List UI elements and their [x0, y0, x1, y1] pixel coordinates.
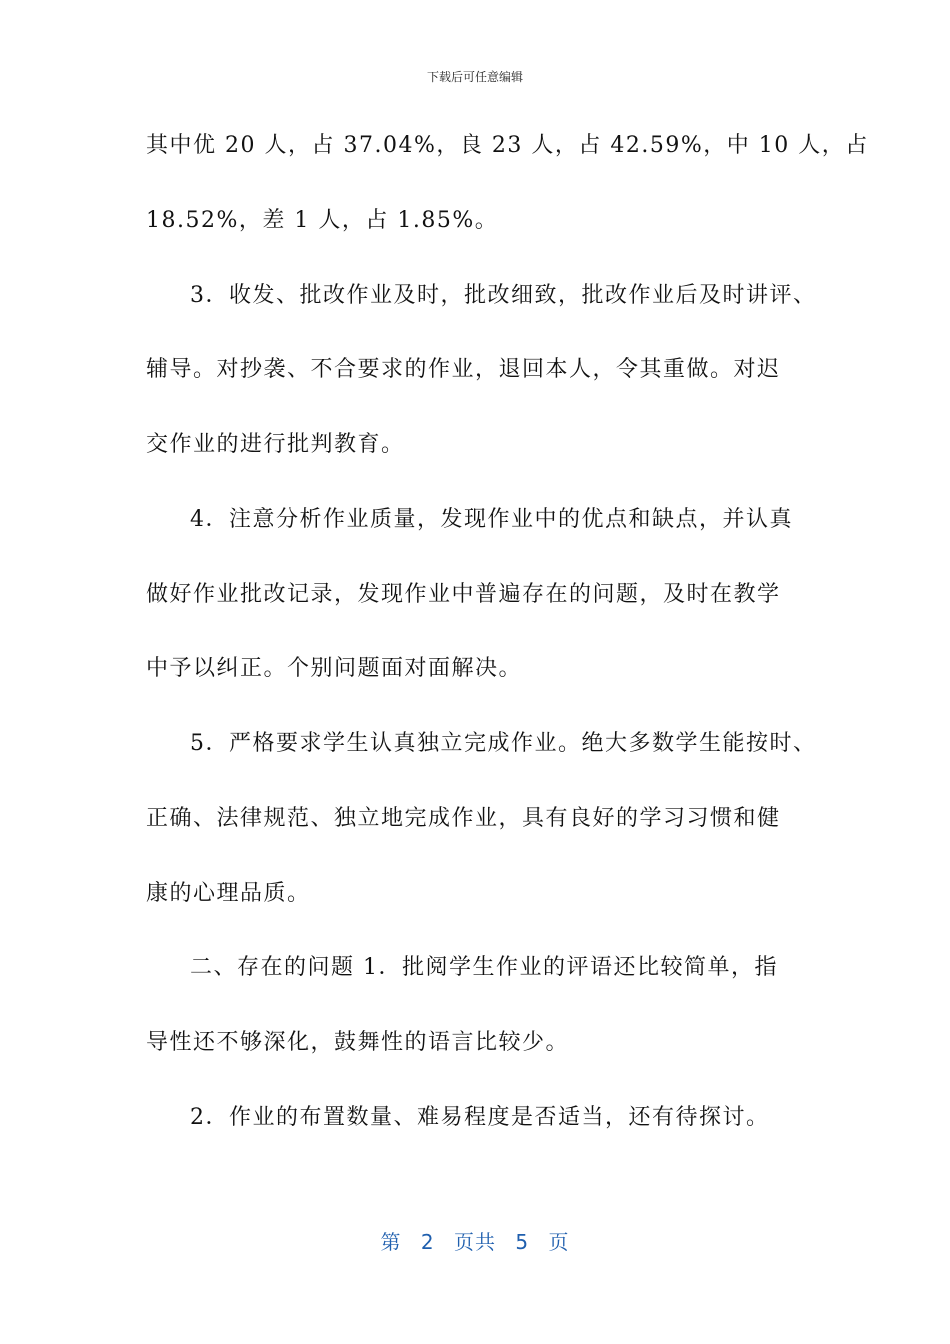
body-line: 做好作业批改记录，发现作业中普遍存在的问题，及时在教学 — [146, 582, 781, 607]
page-mid: 页共 — [454, 1230, 496, 1254]
header-note: 下载后可任意编辑 — [426, 70, 523, 84]
body-line: 18.52%，差 1 人，占 1.85%。 — [146, 208, 499, 233]
body-line: 康的心理品质。 — [146, 881, 311, 906]
body-line: 4．注意分析作业质量，发现作业中的优点和缺点，并认真 — [190, 507, 793, 532]
page-suffix: 页 — [548, 1230, 570, 1254]
body-line: 辅导。对抄袭、不合要求的作业，退回本人，令其重做。对迟 — [146, 357, 781, 382]
page-number: 2 — [420, 1230, 435, 1254]
page-indicator — [0, 1226, 950, 1255]
body-line: 2．作业的布置数量、难易程度是否适当，还有待探讨。 — [190, 1105, 770, 1130]
body-line: 二、存在的问题 1．批阅学生作业的评语还比较简单，指 — [190, 955, 778, 980]
body-line: 3．收发、批改作业及时，批改细致，批改作业后及时讲评、 — [190, 283, 817, 308]
body-line: 中予以纠正。个别问题面对面解决。 — [146, 656, 523, 681]
body-line: 其中优 20 人，占 37.04%，良 23 人，占 42.59%，中 10 人，占 — [146, 133, 869, 158]
body-line: 导性还不够深化，鼓舞性的语言比较少。 — [146, 1030, 570, 1055]
body-line: 交作业的进行批判教育。 — [146, 432, 405, 457]
page-total: 5 — [515, 1230, 530, 1254]
body-line: 5．严格要求学生认真独立完成作业。绝大多数学生能按时、 — [190, 731, 817, 756]
body-line: 正确、法律规范、独立地完成作业，具有良好的学习习惯和健 — [146, 806, 781, 831]
page-prefix: 第 — [380, 1230, 402, 1254]
